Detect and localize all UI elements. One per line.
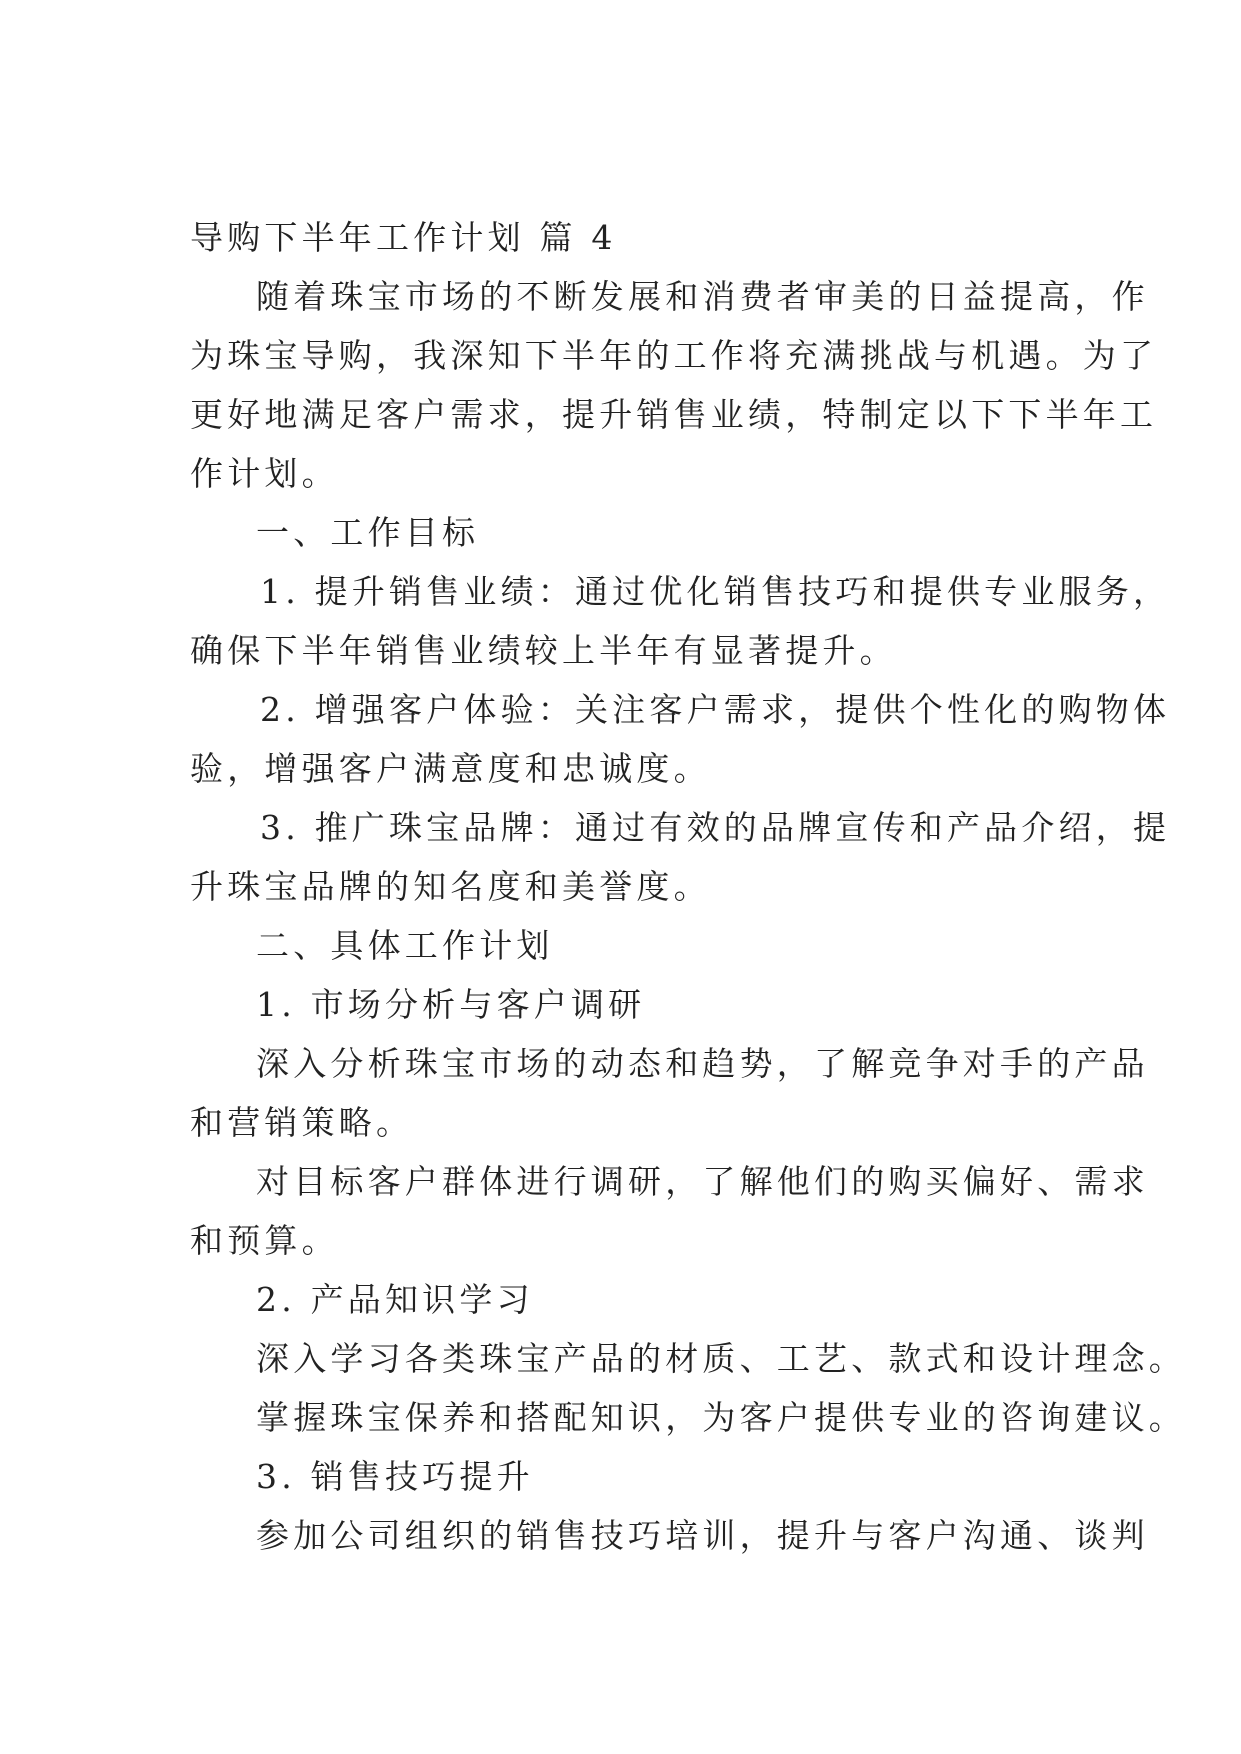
section-heading-plan: 二、具体工作计划 [256, 926, 554, 965]
goal-2-line-2: 验，增强客户满意度和忠诚度。 [190, 749, 711, 788]
document-title: 导购下半年工作计划 篇 4 [190, 218, 617, 257]
plan-3-para-1: 参加公司组织的销售技巧培训，提升与客户沟通、谈判 [256, 1516, 1149, 1555]
plan-3-heading: 3. 销售技巧提升 [256, 1457, 534, 1496]
goal-1-line-2: 确保下半年销售业绩较上半年有显著提升。 [190, 631, 897, 670]
plan-1-para-1-line-2: 和营销策略。 [190, 1103, 414, 1142]
goal-3-line-1: 3. 推广珠宝品牌：通过有效的品牌宣传和产品介绍，提 [260, 808, 1171, 847]
plan-1-para-2-line-1: 对目标客户群体进行调研，了解他们的购买偏好、需求 [256, 1162, 1149, 1201]
goal-3-line-2: 升珠宝品牌的知名度和美誉度。 [190, 867, 711, 906]
intro-line-1: 随着珠宝市场的不断发展和消费者审美的日益提高，作 [256, 277, 1149, 316]
plan-1-para-1-line-1: 深入分析珠宝市场的动态和趋势，了解竞争对手的产品 [256, 1044, 1149, 1083]
intro-line-2: 为珠宝导购，我深知下半年的工作将充满挑战与机遇。为了 [190, 336, 1158, 375]
intro-line-4: 作计划。 [190, 454, 339, 493]
goal-1-line-1: 1. 提升销售业绩：通过优化销售技巧和提供专业服务， [260, 572, 1171, 611]
plan-2-heading: 2. 产品知识学习 [256, 1280, 534, 1319]
plan-2-para-1: 深入学习各类珠宝产品的材质、工艺、款式和设计理念。 [256, 1339, 1186, 1378]
document-body [190, 208, 1186, 1565]
plan-2-para-2: 掌握珠宝保养和搭配知识，为客户提供专业的咨询建议。 [256, 1398, 1186, 1437]
intro-line-3: 更好地满足客户需求，提升销售业绩，特制定以下下半年工 [190, 395, 1158, 434]
plan-1-heading: 1. 市场分析与客户调研 [256, 985, 646, 1024]
section-heading-goals: 一、工作目标 [256, 513, 480, 552]
goal-2-line-1: 2. 增强客户体验：关注客户需求，提供个性化的购物体 [260, 690, 1171, 729]
plan-1-para-2-line-2: 和预算。 [190, 1221, 339, 1260]
